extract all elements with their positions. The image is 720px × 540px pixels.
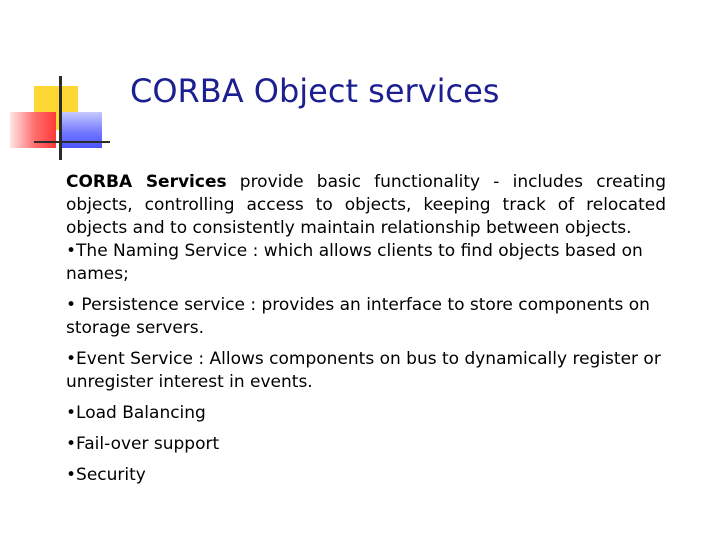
bullet-text: The Naming Service : which allows clients to find objects based on names; xyxy=(66,241,643,284)
intro-text: provide basic functionality - includes creating objects, controlling access to objects, keeping track of relocated objects and to consistently maintain relationship between objects. xyxy=(66,172,666,238)
logo-vertical-line xyxy=(59,76,62,160)
bullet-marker: • xyxy=(66,403,77,423)
bullet-item-naming-service xyxy=(66,240,666,286)
bullet-item-persistence-service xyxy=(66,294,666,340)
slide-title: CORBA Object services xyxy=(130,72,500,110)
intro-paragraph xyxy=(66,171,666,240)
bullet-text: Load Balancing xyxy=(76,403,206,423)
bullet-text: Persistence service : provides an interface to store components on storage servers. xyxy=(66,295,650,338)
bullet-text: Fail-over support xyxy=(76,434,220,454)
bullet-marker: • xyxy=(66,465,77,485)
bullet-marker: • xyxy=(66,295,77,315)
bullet-item-load-balancing xyxy=(66,402,666,425)
logo-horizontal-line xyxy=(34,141,110,143)
bullet-item-security xyxy=(66,464,666,487)
bullet-text: Event Service : Allows components on bus to dynamically register or unregister interest in events. xyxy=(66,349,661,392)
intro-bold-term: CORBA Services xyxy=(66,172,227,192)
bullet-item-event-service xyxy=(66,348,666,394)
slide-content xyxy=(66,171,666,495)
bullet-marker: • xyxy=(66,349,77,369)
slide-logo-graphic xyxy=(0,0,110,170)
bullet-marker: • xyxy=(66,434,77,454)
bullet-item-fail-over-support xyxy=(66,433,666,456)
bullet-marker: • xyxy=(66,241,77,261)
bullet-text: Security xyxy=(76,465,146,485)
